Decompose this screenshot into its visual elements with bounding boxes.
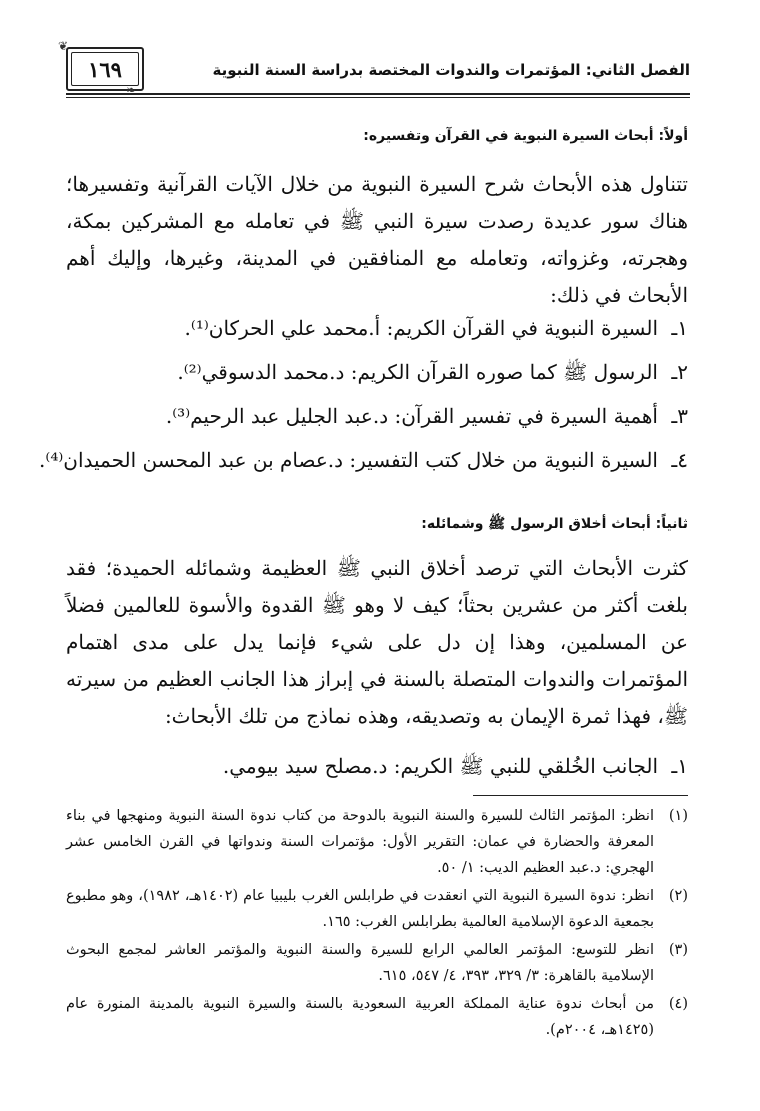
footnote <box>66 937 688 989</box>
footnotes <box>66 803 688 1045</box>
footnote-number: (٤) <box>668 996 688 1012</box>
list-item-number: ٣ـ <box>671 404 688 428</box>
footnote <box>66 883 688 935</box>
section-heading-2: ثانياً: أبحاث أخلاق الرسول ﷺ وشمائله: <box>421 516 688 532</box>
section-2-list <box>66 744 688 788</box>
list-item <box>66 744 688 788</box>
list-item <box>39 438 688 482</box>
list-item <box>66 394 688 438</box>
list-item-text: السيرة النبوية في القرآن الكريم: أ.محمد علي الحركان⁽¹⁾. <box>184 316 658 340</box>
footnote-text: انظر: المؤتمر الثالث للسيرة والسنة النبوية بالدوحة من كتاب ندوة السنة النبوية ومنهجها في بناء المعرفة والحضارة في عمان: التقرير الأول: مؤتمرات السنة وندواتها في القرن الخامس عشر الهجري: د.عبد العظيم الديب: ١/ ٥٠. <box>66 808 654 876</box>
footnote-text: انظر: ندوة السيرة النبوية التي انعقدت في طرابلس الغرب بليبيا عام (١٤٠٢هـ، ١٩٨٢)، وهو مطبوع بجمعية الدعوة الإسلامية العالمية بطرابلس الغرب: ١٦٥. <box>66 888 655 930</box>
footnote <box>66 991 688 1043</box>
list-item <box>66 350 688 394</box>
footnote-text: انظر للتوسع: المؤتمر العالمي الرابع للسيرة والسنة النبوية والمؤتمر العاشر لمجمع البحوث الإسلامية بالقاهرة: ٣/ ٣٢٩، ٣٩٣، ٤/ ٥٤٧، ٦١٥. <box>66 942 654 984</box>
list-item <box>66 306 688 350</box>
page-header <box>58 39 690 97</box>
list-item-text: أهمية السيرة في تفسير القرآن: د.عبد الجليل عبد الرحيم⁽³⁾. <box>165 404 658 428</box>
page-number-frame <box>58 39 144 97</box>
list-item-number: ٤ـ <box>671 448 688 472</box>
header-rule-thin <box>66 97 690 98</box>
running-title: الفصل الثاني: المؤتمرات والندوات المختصة بدراسة السنة النبوية <box>212 61 690 79</box>
section-1-paragraph: تتناول هذه الأبحاث شرح السيرة النبوية من خلال الآيات القرآنية وتفسيرها؛ هناك سور عديدة رصدت سيرة النبي ﷺ في تعامله مع المشركين بمكة، وهجرته، وغزواته، وتعامله مع المنافقين في المدينة، وغيرها، وإليك أهم الأبحاث في ذلك: <box>66 172 688 307</box>
section-1-list <box>39 306 688 482</box>
footnote-number: (٢) <box>668 888 688 904</box>
section-heading-1: أولاً: أبحاث السيرة النبوية في القرآن وتفسيره: <box>363 128 688 144</box>
list-item-text: الجانب الخُلقي للنبي ﷺ الكريم: د.مصلح سيد بيومي. <box>222 754 658 778</box>
footnote-number: (٣) <box>668 942 688 958</box>
ornament-icon: ❦ <box>58 39 69 53</box>
list-item-number: ١ـ <box>671 754 688 778</box>
header-rule <box>66 93 690 95</box>
list-item-number: ١ـ <box>671 316 688 340</box>
list-item-text: الرسول ﷺ كما صوره القرآن الكريم: د.محمد الدسوقي⁽²⁾. <box>177 360 658 384</box>
list-item-number: ٢ـ <box>671 360 688 384</box>
footnote-text: من أبحاث ندوة عناية المملكة العربية السعودية بالسنة والسيرة النبوية بالمدينة المنورة عام (١٤٢٥هـ، ٢٠٠٤م). <box>66 996 654 1038</box>
footnote-number: (١) <box>668 808 688 824</box>
page-number: ١٦٩ <box>88 56 122 82</box>
footnote <box>66 803 688 881</box>
ornament-icon: ❧ <box>126 83 137 97</box>
list-item-text: السيرة النبوية من خلال كتب التفسير: د.عصام بن عبد المحسن الحميدان⁽⁴⁾. <box>39 448 658 472</box>
section-2-paragraph: كثرت الأبحاث التي ترصد أخلاق النبي ﷺ العظيمة وشمائله الحميدة؛ فقد بلغت أكثر من عشرين بحثاً؛ كيف لا وهو ﷺ القدوة والأسوة للعالمين فضلاً عن المسلمين، وهذا إن دل على شيء فإنما يدل على مدى اهتمام المؤتمرات والندوات المتصلة بالسنة في إبراز هذا الجانب العظيم من سيرته ﷺ، فهذا ثمرة الإيمان به وتصديقه، وهذه نماذج من تلك الأبحاث: <box>66 556 689 728</box>
footnote-separator <box>473 795 688 796</box>
